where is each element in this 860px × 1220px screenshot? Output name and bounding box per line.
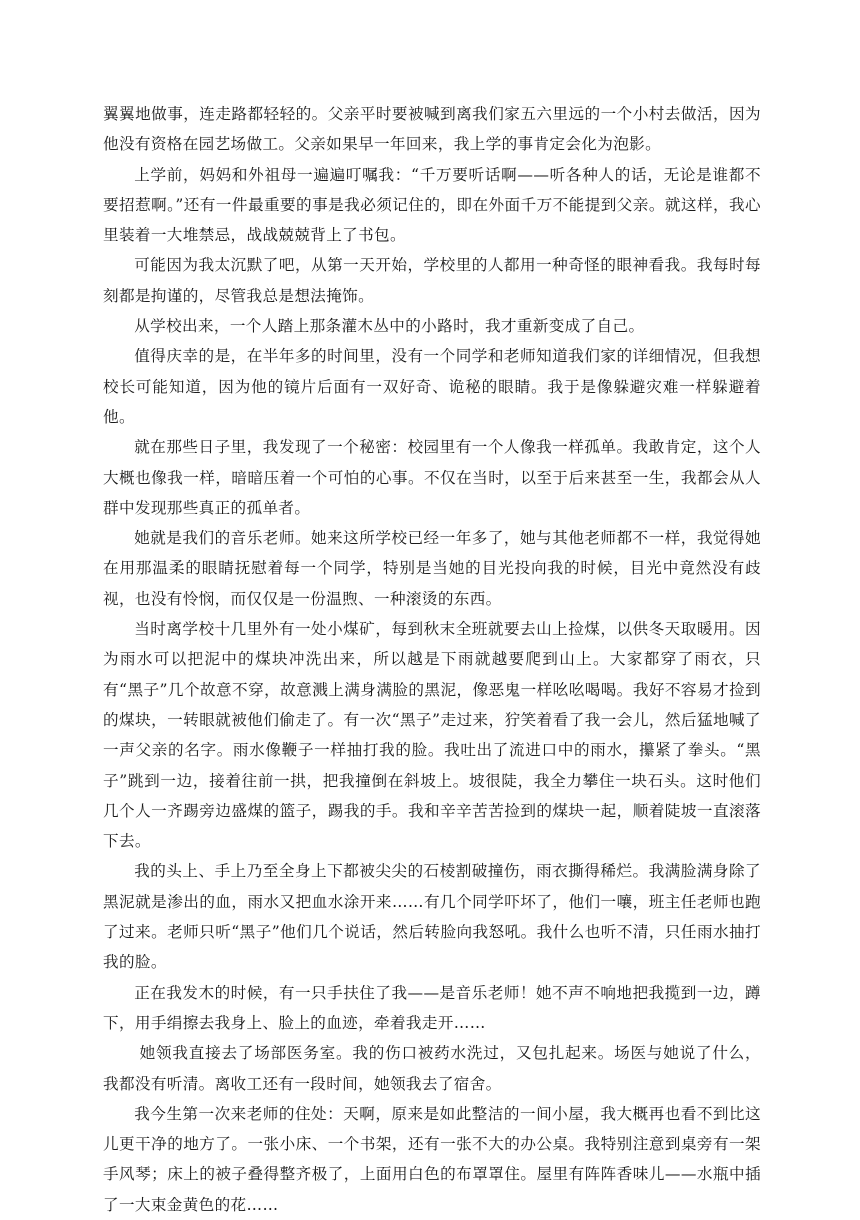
paragraph-4: 从学校出来，一个人踏上那条灌木丛中的小路时，我才重新变成了自己。 (134, 317, 645, 336)
paragraph-5: 值得庆幸的是，在半年多的时间里，没有一个同学和老师知道我们家的详细情况，但我想校长可能知道，因为他的镜片后面有一双好奇、诡秘的眼睛。我于是像躲避灾难一样躲避着他。 (103, 347, 761, 426)
paragraph-6: 就在那些日子里，我发现了一个秘密：校园里有一个人像我一样孤单。我敢肯定，这个人大概也像我一样，暗暗压着一个可怕的心事。不仅在当时，以至于后来甚至一生，我都会从人群中发现那些真正的孤单者。 (103, 438, 761, 517)
paragraph-11: 她领我直接去了场部医务室。我的伤口被药水洗过，又包扎起来。场医与她说了什么，我都没有听清。离收工还有一段时间，她领我去了宿舍。 (103, 1044, 761, 1093)
paragraph-2: 上学前，妈妈和外祖母一遍遍叮嘱我：“千万要听话啊——听各种人的话，无论是谁都不要招惹啊。”还有一件最重要的事是我必须记住的，即在外面千万不能提到父亲。就这样，我心里装着一大堆禁忌，战战兢兢背上了书包。 (103, 165, 761, 245)
paragraph-9: 我的头上、手上乃至全身上下都被尖尖的石棱割破撞伤，雨衣撕得稀烂。我满脸满身除了黑泥就是渗出的血，雨水又把血水涂开来……有几个同学吓坏了，他们一嚷，班主任老师也跑了过来。老师只听“黑子”他们几个说话，然后转脸向我怒吼。我什么也听不清，只任雨水抽打我的脸。 (103, 862, 761, 972)
paragraph-10: 正在我发木的时候，有一只手扶住了我——是音乐老师！她不声不响地把我揽到一边，蹲下，用手绢擦去我身上、脸上的血迹，牵着我走开…… (103, 983, 761, 1032)
paragraph-1: 翼翼地做事，连走路都轻轻的。父亲平时要被喊到离我们家五六里远的一个小村去做活，因为他没有资格在园艺场做工。父亲如果早一年回来，我上学的事肯定会化为泡影。 (103, 105, 761, 154)
paragraph-3: 可能因为我太沉默了吧，从第一天开始，学校里的人都用一种奇怪的眼神看我。我每时每刻都是拘谨的，尽管我总是想法掩饰。 (103, 256, 761, 305)
paragraph-7: 她就是我们的音乐老师。她来这所学校已经一年多了，她与其他老师都不一样，我觉得她在用那温柔的眼睛抚慰着每一个同学，特别是当她的目光投向我的时候，目光中竟然没有歧视，也没有怜悯，而仅仅是一份温煦、一种滚烫的东西。 (103, 529, 761, 608)
paragraph-12: 我今生第一次来老师的住处：天啊，原来是如此整洁的一间小屋，我大概再也看不到比这儿更干净的地方了。一张小床、一个书架，还有一张不大的办公桌。我特别注意到桌旁有一架手风琴；床上的被子叠得整齐极了，上面用白色的布罩罩住。屋里有阵阵香味儿——水瓶中插了一大束金黄色的花…… (103, 1104, 761, 1214)
paragraph-8: 当时离学校十几里外有一处小煤矿，每到秋末全班就要去山上捡煤，以供冬天取暖用。因为雨水可以把泥中的煤块冲洗出来，所以越是下雨就越要爬到山上。大家都穿了雨衣，只有“黑子”几个故意不穿，故意溅上满身满脸的黑泥，像恶鬼一样吆吆喝喝。我好不容易才捡到的煤块，一转眼就被他们偷走了。有一次“黑子”走过来，狞笑着看了我一会儿，然后猛地喊了一声父亲的名字。雨水像鞭子一样抽打我的脸。我吐出了流进口中的雨水，攥紧了拳头。“黑子”跳到一边，接着往前一拱，把我撞倒在斜坡上。坡很陡，我全力攀住一块石头。这时他们几个人一齐踢旁边盛煤的篮子，踢我的手。我和辛辛苦苦捡到的煤块一起，顺着陡坡一直滚落下去。 (103, 620, 761, 851)
document-body (103, 99, 761, 1220)
